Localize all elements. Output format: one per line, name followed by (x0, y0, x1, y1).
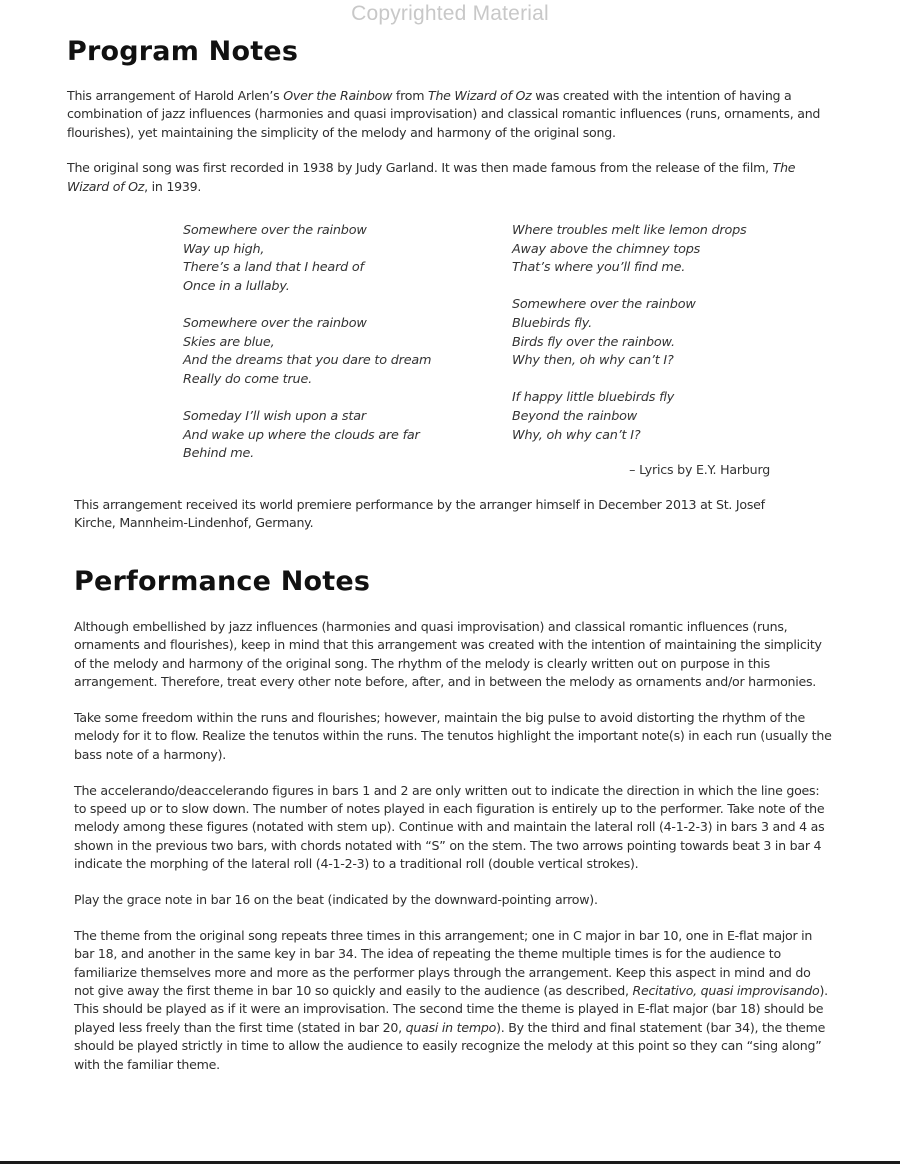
performance-notes-title: Performance Notes (74, 566, 371, 597)
lyric-line: Behind me. (183, 446, 255, 462)
lyric-line: There’s a land that I heard of (183, 260, 364, 276)
lyric-line: And wake up where the clouds are far (183, 427, 420, 443)
lyric-line: Birds fly over the rainbow. (512, 334, 675, 350)
lyrics-stanza (512, 389, 812, 445)
program-notes-paragraph-1 (67, 87, 827, 142)
lyric-line: Bluebirds fly. (512, 315, 593, 331)
film-title: The Wizard of Oz (67, 160, 796, 194)
lyric-line: Someday I’ll wish upon a star (183, 408, 366, 424)
text-run: The original song was first recorded in 1938 by Judy Garland. It was then made famous from the release of the film, (67, 160, 773, 176)
program-notes-section (67, 36, 827, 213)
performance-notes-section (74, 566, 834, 1091)
lyric-line: Somewhere over the rainbow (183, 315, 367, 331)
lyric-line: Way up high, (183, 241, 265, 257)
lyrics-stanza (183, 222, 483, 296)
tempo-marking: Recitativo, quasi improvisando (632, 983, 820, 999)
lyrics-stanza (183, 408, 483, 464)
lyrics-stanza (512, 222, 812, 278)
lyric-line: Skies are blue, (183, 334, 275, 350)
performance-notes-paragraph-2: Take some freedom within the runs and flourishes; however, maintain the big pulse to avoid distorting the rhythm of the melody for it to flow. Realize the tenutos within the runs. The tenutos highlight the important note(s) in each run (usually the bass note of a harmony). (74, 710, 832, 762)
lyrics-credit: – Lyrics by E.Y. Harburg (629, 462, 770, 477)
lyrics-stanza (183, 315, 483, 389)
copyright-watermark: Copyrighted Material (351, 2, 549, 25)
lyric-line: Really do come true. (183, 371, 312, 387)
program-notes-title: Program Notes (67, 36, 299, 67)
text-run: , in 1939. (144, 178, 202, 194)
lyric-line: Beyond the rainbow (512, 408, 638, 424)
text-run: ). By the third and final statement (bar 34), the theme should be played strictly in time to allow the audience to easily recognize the melody at this point so they can “sing along” with the familiar theme. (74, 1019, 826, 1072)
premiere-paragraph: This arrangement received its world premiere performance by the arranger himself in December 2013 at St. Josef Kirche, Mannheim-Lindenhof, Germany. (74, 497, 765, 531)
lyric-line: Why then, oh why can’t I? (512, 353, 674, 369)
text-run: The theme from the original song repeats three times in this arrangement; one in C major in bar 10, one in E-flat major in bar 18, and another in the same key in bar 34. The idea of repeating the theme multiple times is for the audience to familiarize themselves more and more as the performer plays through the arrangement. Keep this aspect in mind and do not give away the first theme in bar 10 so quickly and easily to the audience (as described, (74, 927, 813, 999)
performance-notes-paragraph-1: Although embellished by jazz influences (harmonies and quasi improvisation) and classical romantic influences (runs, ornaments and flourishes), keep in mind that this arrangement was created with the intention of maintaining the simplicity of the melody and harmony of the original song. The rhythm of the melody is clearly written out on purpose in this arrangement. Therefore, treat every other note before, after, and in between the melody as ornaments and/or harmonies. (74, 619, 822, 690)
lyrics-stanza (512, 296, 812, 370)
lyric-line: Once in a lullaby. (183, 278, 290, 294)
lyric-line: And the dreams that you dare to dream (183, 353, 432, 369)
lyric-line: That’s where you’ll find me. (512, 260, 686, 276)
performance-notes-paragraph-5 (74, 927, 834, 1074)
performance-notes-paragraph-4: Play the grace note in bar 16 on the beat (indicated by the downward-pointing arrow). (74, 892, 598, 908)
text-run: ). This should be played as if it were an improvisation. The second time the theme is played in E-flat major (bar 18) should be played less freely than the first time (stated in bar 20, (74, 983, 828, 1035)
film-title: The Wizard of Oz (428, 88, 532, 103)
lyric-line: Where troubles melt like lemon drops (512, 223, 747, 238)
text-run: from (392, 88, 428, 103)
performance-notes-paragraph-3: The accelerando/deaccelerando figures in bars 1 and 2 are only written out to indicate the direction in which the line goes: to speed up or to slow down. The number of notes played in each figuration is entirely up to the performer. Take note of the melody among these figures (notated with stem up). Continue with and maintain the lateral roll (4-1-2-3) in bars 3 and 4 as shown in the previous two bars, with chords notated with “S” on the stem. The two arrows pointing towards beat 3 in bar 4 indicate the morphing of the lateral roll (4-1-2-3) to a traditional roll (double vertical strokes). (74, 782, 825, 872)
tempo-marking: quasi in tempo (405, 1019, 497, 1035)
lyric-line: If happy little bluebirds fly (512, 390, 675, 406)
premiere-note (74, 496, 774, 533)
lyrics-right-column (512, 222, 812, 464)
song-title: Over the Rainbow (283, 88, 393, 103)
text-run: was created with the intention of having a combination of jazz influences (harmonies and quasi improvisation) and classical romantic influences (runs, ornaments, and flourishes), yet maintaining the simplicity of the melody and harmony of the original song. (67, 88, 821, 140)
text-run: This arrangement of Harold Arlen’s (67, 88, 284, 103)
lyric-line: Somewhere over the rainbow (183, 223, 367, 238)
lyric-line: Somewhere over the rainbow (512, 297, 696, 313)
program-notes-paragraph-2 (67, 159, 827, 196)
lyric-line: Away above the chimney tops (512, 241, 701, 257)
lyric-line: Why, oh why can’t I? (512, 427, 641, 443)
lyrics-left-column (183, 222, 483, 482)
